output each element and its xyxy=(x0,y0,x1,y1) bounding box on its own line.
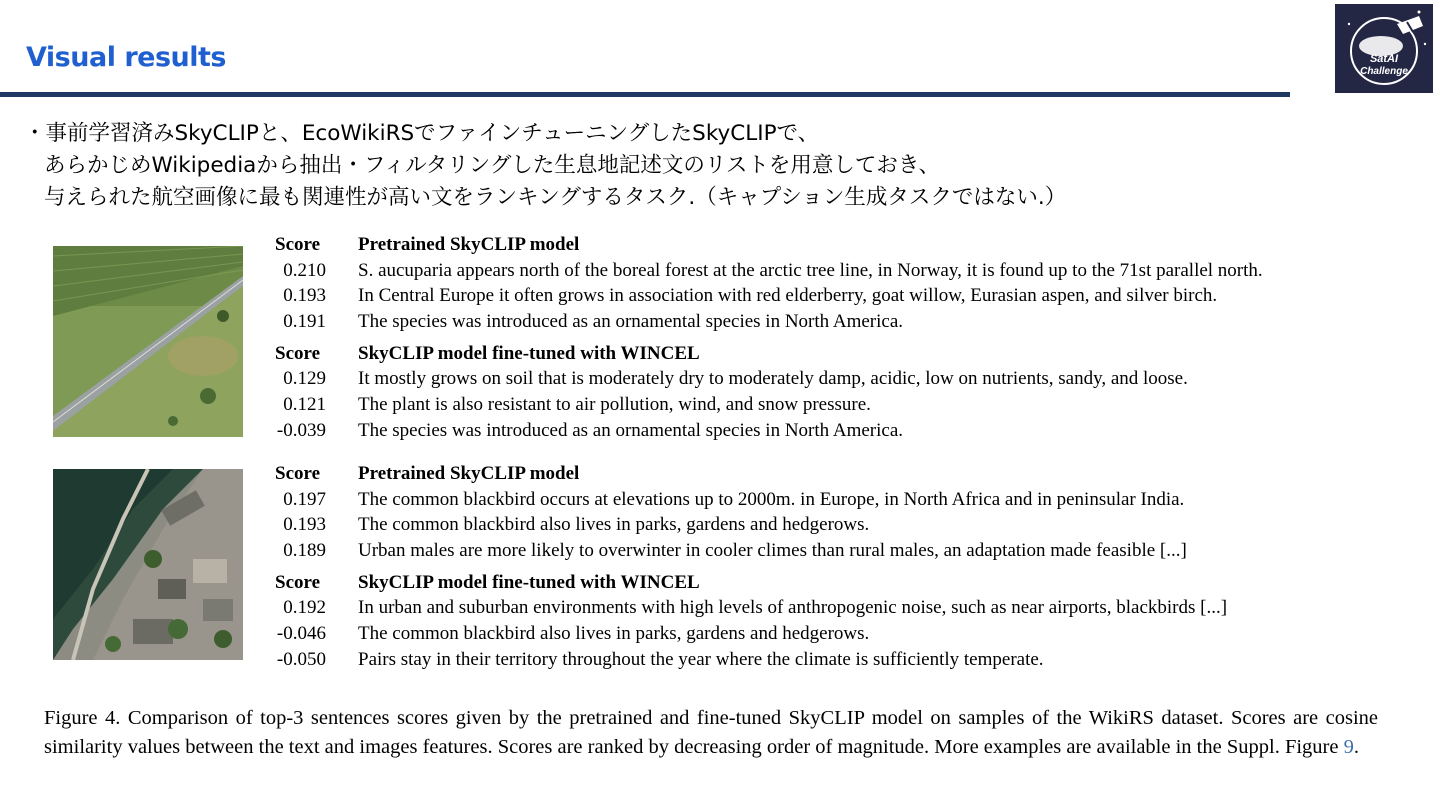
sentence: S. aucuparia appears north of the boreal forest at the arctic tree line, in Norway, it is found up to the 71st parallel north. xyxy=(358,259,1263,281)
sentence: It mostly grows on soil that is moderately dry to moderately damp, acidic, low on nutrients, sandy, and loose. xyxy=(358,368,1188,390)
score-value: -0.050 xyxy=(276,648,326,670)
svg-text:Challenge: Challenge xyxy=(1360,66,1408,77)
score-value: -0.039 xyxy=(276,419,326,441)
caption-text: Figure 4. Comparison of top-3 sentences scores given by the pretrained and fine-tuned SkyCLIP model on samples of the WikiRS dataset. Scores are cosine similarity values between the text and images features. Scores are ranked by decreasing order of magnitude. More examples are available in the Suppl. Figure xyxy=(44,707,1378,758)
svg-text:SatAI: SatAI xyxy=(1369,53,1399,65)
score-value: -0.046 xyxy=(276,623,326,645)
score-header: Score xyxy=(275,571,321,593)
figure-caption xyxy=(44,704,1378,762)
bullet-list xyxy=(24,118,1066,214)
aerial-field-road-image xyxy=(53,246,243,437)
sentence: Urban males are more likely to overwinter in cooler climes than rural males, an adaptation made feasible [...] xyxy=(358,540,1187,562)
score-header: Score xyxy=(275,463,321,484)
model-name: SkyCLIP model fine-tuned with WINCEL xyxy=(358,571,700,593)
sentence: The plant is also resistant to air pollution, wind, and snow pressure. xyxy=(358,394,871,416)
figure-reference-link[interactable]: 9 xyxy=(1343,736,1354,758)
sentence: The species was introduced as an ornamental species in North America. xyxy=(358,419,904,441)
satai-challenge-logo xyxy=(1335,4,1433,93)
aerial-lakeside-town-image xyxy=(53,469,243,660)
sentence: The species was introduced as an ornamental species in North America. xyxy=(358,311,904,333)
score-header: Score xyxy=(275,234,321,255)
score-value: 0.192 xyxy=(283,597,326,619)
bullet-line-3: 与えられた航空画像に最も関連性が高い文をランキングするタスク.（キャプション生成タスクではない.） xyxy=(44,185,1067,210)
score-value: 0.197 xyxy=(283,488,326,510)
caption-end: . xyxy=(1353,736,1359,758)
bullet-line-2: あらかじめWikipediaから抽出・フィルタリングした生息地記述文のリストを用意しておき、 xyxy=(44,153,941,178)
sentence: In Central Europe it often grows in association with red elderberry, goat willow, Eurasian aspen, and silver birch. xyxy=(358,285,1218,307)
model-name: Pretrained SkyCLIP model xyxy=(358,463,580,484)
score-value: 0.189 xyxy=(283,540,326,562)
sentence: Pairs stay in their territory throughout the year where the climate is sufficiently temperate. xyxy=(358,648,1044,670)
score-value: 0.193 xyxy=(283,514,326,536)
score-value: 0.129 xyxy=(283,368,326,390)
sentence: The common blackbird also lives in parks, gardens and hedgerows. xyxy=(358,623,870,645)
score-value: 0.121 xyxy=(283,394,326,416)
score-value: 0.210 xyxy=(283,259,326,281)
model-name: SkyCLIP model fine-tuned with WINCEL xyxy=(358,342,700,364)
score-value: 0.193 xyxy=(283,285,326,307)
title-divider xyxy=(0,92,1290,97)
sentence: In urban and suburban environments with high levels of anthropogenic noise, such as near airports, blackbirds [...] xyxy=(358,597,1228,619)
bullet-line-1: ・事前学習済みSkyCLIPと、EcoWikiRSでファインチューニングしたSkyCLIPで、 xyxy=(24,121,820,146)
sentence: The common blackbird also lives in parks, gardens and hedgerows. xyxy=(358,514,870,536)
model-name: Pretrained SkyCLIP model xyxy=(358,234,580,255)
logo-graphic xyxy=(1335,4,1433,93)
score-header: Score xyxy=(275,342,321,364)
sentence: The common blackbird occurs at elevations up to 2000m. in Europe, in North Africa and in peninsular India. xyxy=(358,488,1185,510)
score-value: 0.191 xyxy=(283,311,326,333)
slide-title: Visual results xyxy=(26,42,226,73)
